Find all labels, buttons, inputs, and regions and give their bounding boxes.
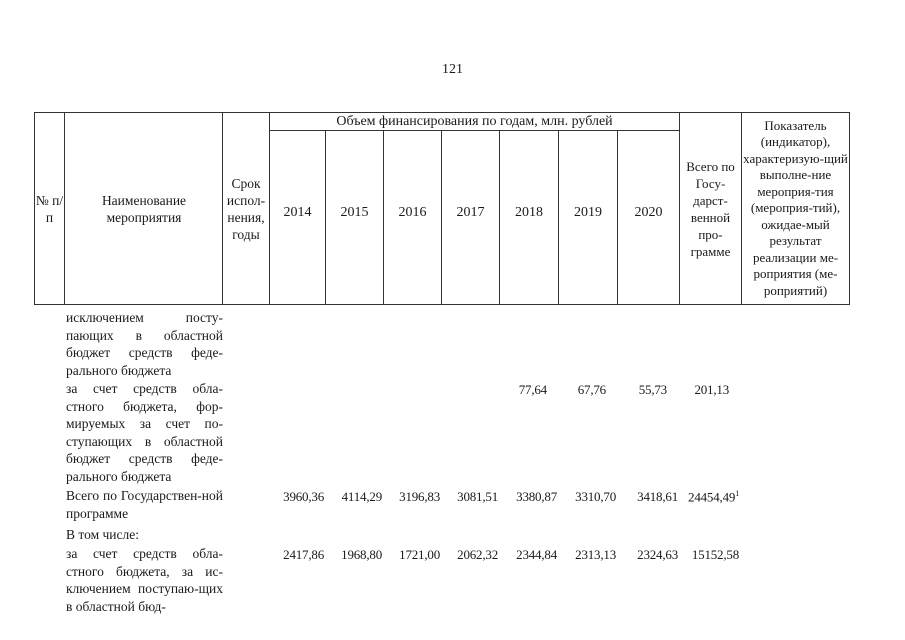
row-text: за счет средств обла-стного бюджета, фор-мируемых за счет по-ступающих в областной бюджет средств феде-рального бюджета (66, 381, 223, 484)
header-indicator: Показатель (индикатор), характеризую-щий выполне-ние мероприя-тия (мероприя-тий), ожидае-мый результат реализации ме-роприятия (ме-роприятий) (743, 117, 848, 298)
value-total-number: 24454,49 (688, 489, 736, 505)
header-funding-group: Объем финансирования по годам, млн. рублей (336, 114, 613, 129)
value-2018: 77,64 (518, 382, 547, 397)
header-year: 2019 (574, 205, 602, 220)
value-2014: 2417,86 (283, 547, 324, 562)
value-2019: 67,76 (577, 382, 606, 397)
header-year: 2018 (515, 205, 543, 220)
page-number: 121 (442, 62, 463, 77)
value-2016: 1721,00 (399, 547, 440, 562)
row-text: Всего по Государствен-ной программе (66, 488, 223, 521)
value-2016: 3196,83 (399, 489, 440, 504)
header-year: 2017 (456, 205, 485, 220)
value-total: 15152,58 (691, 547, 739, 562)
header-year: 2020 (634, 205, 663, 220)
value-2019: 2313,13 (575, 547, 616, 562)
col-border (741, 112, 742, 305)
value-2019: 3310,70 (575, 489, 616, 504)
value-2018: 2344,84 (516, 547, 557, 562)
value-2017: 3081,51 (457, 489, 498, 504)
header-total: Всего по Госу-дарст-венной про-грамме (686, 158, 735, 259)
row-text: В том числе: (66, 527, 139, 542)
header-year: 2016 (398, 205, 427, 220)
header-term: Срок испол-нения, годы (226, 175, 266, 242)
value-total (679, 489, 739, 505)
value-2015: 1968,80 (341, 547, 382, 562)
footnote-marker: 1 (735, 489, 739, 498)
col-border (849, 112, 850, 305)
value-2014: 3960,36 (283, 489, 324, 504)
col-border (64, 112, 65, 305)
value-total: 201,13 (694, 382, 729, 397)
header-year: 2014 (283, 205, 312, 220)
value-2020: 3418,61 (637, 489, 678, 504)
value-2018: 3380,87 (516, 489, 557, 504)
row-text: за счет средств обла-стного бюджета, за ис-ключением поступаю-щих в областной бюд- (66, 546, 223, 614)
header-name: Наименование мероприятия (101, 192, 187, 225)
header-year: 2015 (340, 205, 369, 220)
value-2017: 2062,32 (457, 547, 498, 562)
value-2015: 4114,29 (341, 489, 382, 504)
header-num: № п/п (35, 192, 64, 225)
value-2020: 55,73 (638, 382, 667, 397)
row-text: исключением посту-пающих в областной бюджет средств феде-рального бюджета (66, 310, 223, 378)
value-2020: 2324,63 (637, 547, 678, 562)
